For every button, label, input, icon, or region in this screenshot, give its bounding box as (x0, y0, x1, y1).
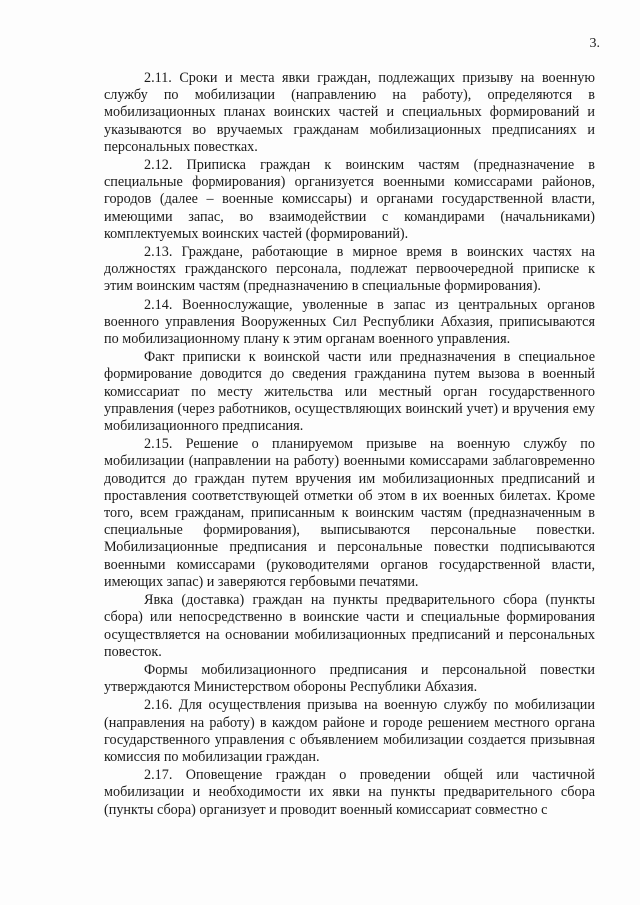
paragraph-2-16: 2.16. Для осуществления призыва на военную службу по мобилизации (направления на работу) в каждом районе и городе решением местного органа государственного управления с объявлением мобилизации создается призывная комиссия по мобилизации граждан. (104, 697, 595, 765)
paragraph-2-14-fact: Факт приписки к воинской части или предназначения в специальное формирование доводится до сведения гражданина путем вызова в военный комиссариат по месту жительства или местный орган государственного управления (через работников, осуществляющих воинский учет) и вручения ему мобилизационного предписания. (104, 349, 595, 435)
paragraph-2-13: 2.13. Граждане, работающие в мирное время в воинских частях на должностях гражданского персонала, подлежат первоочередной приписке к этим воинским частям (предназначению в специальные формирования). (104, 244, 595, 295)
paragraph-2-17: 2.17. Оповещение граждан о проведении общей или частичной мобилизации и необходимости их явки на пункты предварительного сбора (пункты сбора) организует и проводит военный комиссариат совместно с (104, 767, 595, 818)
paragraph-2-11: 2.11. Сроки и места явки граждан, подлежащих призыву на военную службу по мобилизации (направлению на работу), определяются в мобилизационных планах воинских частей и специальных формирований и указываются во вручаемых гражданам мобилизационных предписаниях и персональных повестках. (104, 70, 595, 155)
paragraph-2-15: 2.15. Решение о планируемом призыве на военную службу по мобилизации (направлении на работу) военными комиссарами заблаговременно доводится до граждан путем вручения им мобилизационных предписаний и проставления соответствующей отметки об этом в их военных билетах. Кроме того, всем гражданам, приписанным к воинским частям (предназначенным в специальные формирования), выписываются персональные повестки. Мобилизационные предписания и персональные повестки подписываются военными комиссарами (руководителями органов государственной власти, имеющих запас) и заверяются гербовыми печатями. (104, 436, 595, 590)
paragraph-2-15-attendance: Явка (доставка) граждан на пункты предварительного сбора (пункты сбора) или непосредственно в воинские части и специальные формирования осуществляется на основании мобилизационных предписаний и персональных повесток. (104, 592, 595, 660)
paragraph-2-12: 2.12. Приписка граждан к воинским частям (предназначение в специальные формирования) организуется военными комиссарами районов, городов (далее – военные комиссары) и органами государственной власти, имеющими запас, во взаимодействии с командирами (начальниками) комплектуемых воинских частей (формирований). (104, 157, 595, 242)
paragraph-2-14: 2.14. Военнослужащие, уволенные в запас из центральных органов военного управления Вооруженных Сил Республики Абхазия, приписываются по мобилизационному плану к этим органам военного управления. (104, 296, 595, 348)
document-body (104, 70, 595, 820)
page-number: 3. (589, 36, 600, 51)
paragraph-2-15-forms: Формы мобилизационного предписания и персональной повестки утверждаются Министерством обороны Республики Абхазия. (104, 661, 595, 696)
